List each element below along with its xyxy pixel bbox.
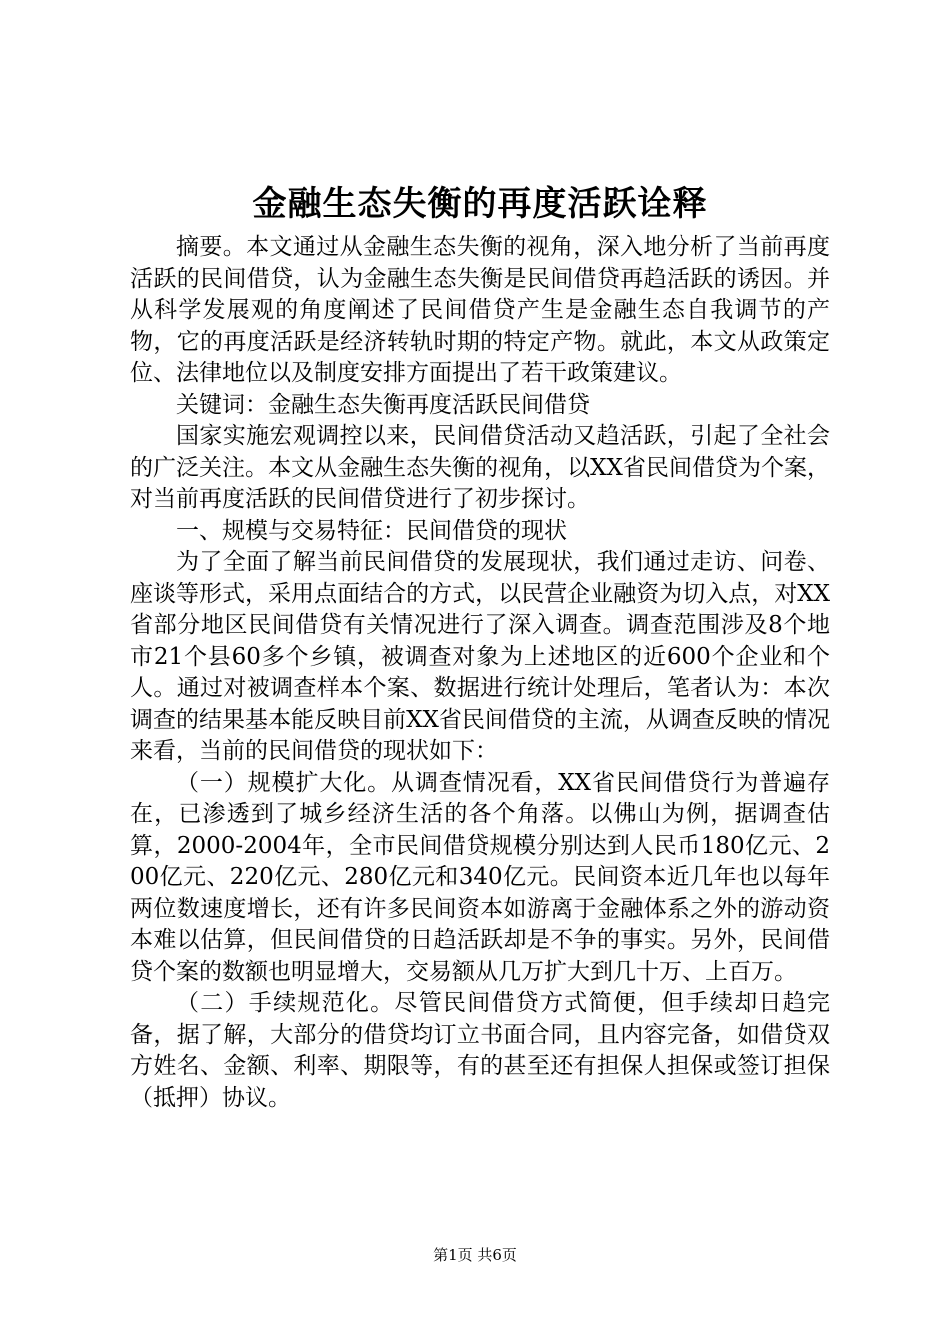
survey-paragraph: 为了全面了解当前民间借贷的发展现状，我们通过走访、问卷、座谈等形式，采用点面结合的方式，以民营企业融资为切入点，对XX省部分地区民间借贷有关情况进行了深入调查。调查范围涉及8个地市21个县60多个乡镇，被调查对象为上述地区的近600个企业和个人。通过对被调查样本个案、数据进行统计处理后，笔者认为：本次调查的结果基本能反映目前XX省民间借贷的主流，从调查反映的情况来看，当前的民间借贷的现状如下： bbox=[130, 549, 830, 764]
document-page bbox=[130, 180, 830, 1114]
procedure-paragraph: （二）手续规范化。尽管民间借贷方式简便，但手续却日趋完备，据了解，大部分的借贷均订立书面合同，且内容完备，如借贷双方姓名、金额、利率、期限等，有的甚至还有担保人担保或签订担保（抵押）协议。 bbox=[130, 990, 830, 1111]
abstract-paragraph: 摘要。本文通过从金融生态失衡的视角，深入地分析了当前再度活跃的民间借贷，认为金融生态失衡是民间借贷再趋活跃的诱因。并从科学发展观的角度阐述了民间借贷产生是金融生态自我调节的产物，它的再度活跃是经济转轨时期的特定产物。就此，本文从政策定位、法律地位以及制度安排方面提出了若干政策建议。 bbox=[130, 234, 830, 386]
keywords-paragraph: 关键词：金融生态失衡再度活跃民间借贷 bbox=[176, 391, 590, 418]
document-title: 金融生态失衡的再度活跃诠释 bbox=[252, 184, 708, 224]
intro-paragraph: 国家实施宏观调控以来，民间借贷活动又趋活跃，引起了全社会的广泛关注。本文从金融生态失衡的视角，以XX省民间借贷为个案，对当前再度活跃的民间借贷进行了初步探讨。 bbox=[130, 423, 830, 512]
section-heading-1: 一、规模与交易特征：民间借贷的现状 bbox=[176, 517, 567, 544]
scale-paragraph: （一）规模扩大化。从调查情况看，XX省民间借贷行为普遍存在，已渗透到了城乡经济生活的各个角落。以佛山为例，据调查估算，2000-2004年，全市民间借贷规模分别达到人民币180亿元、200亿元、220亿元、280亿元和340亿元。民间资本近几年也以每年两位数速度增长，还有许多民间资本如游离于金融体系之外的游动资本难以估算，但民间借贷的日趋活跃却是不争的事实。另外，民间借贷个案的数额也明显增大，交易额从几万扩大到几十万、上百万。 bbox=[130, 769, 830, 985]
page-number-footer: 第1页 共6页 bbox=[433, 1246, 517, 1264]
